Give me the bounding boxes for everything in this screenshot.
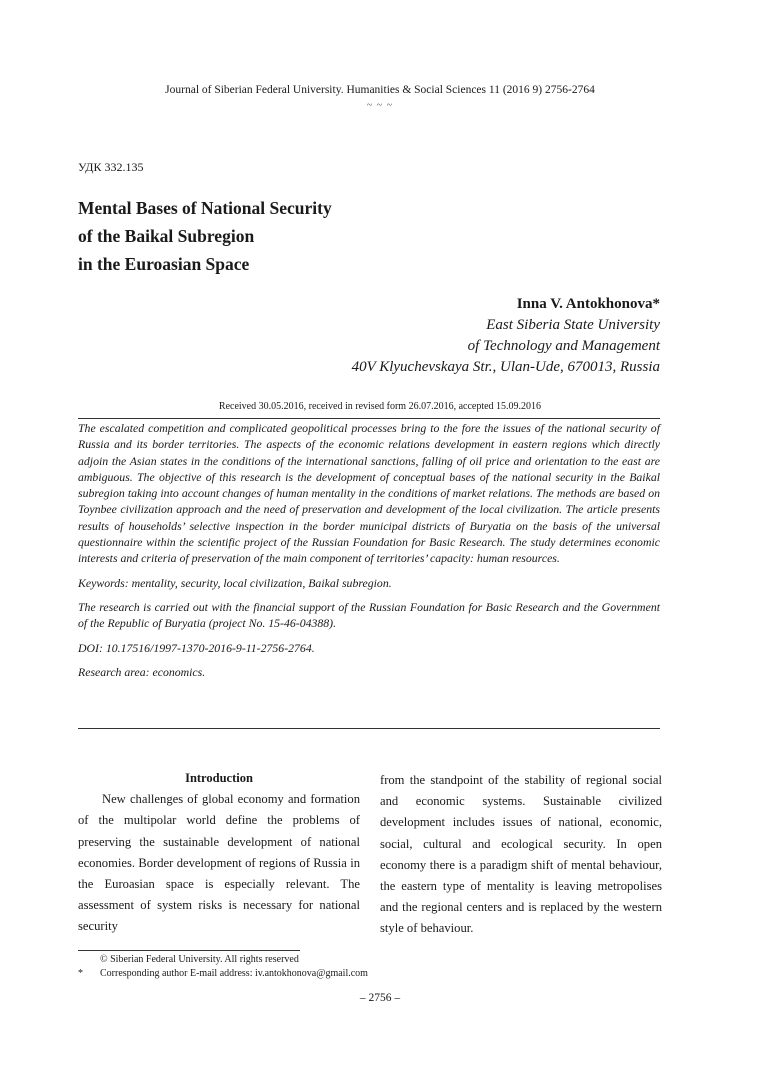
received-dates: Received 30.05.2016, received in revised form 26.07.2016, accepted 15.09.2016 (218, 401, 542, 412)
title-line: Mental Bases of National Security (78, 198, 332, 218)
title-line: in the Euroasian Space (78, 254, 250, 274)
title-line: of the Baikal Subregion (78, 226, 255, 246)
affiliation-line: 40V Klyuchevskaya Str., Ulan-Ude, 670013, Russia (351, 359, 660, 375)
footnote-rule (78, 950, 300, 951)
keywords: Keywords: mentality, security, local civilization, Baikal subregion. (78, 575, 392, 590)
abstract-text: The escalated competition and complicated geopolitical processes bring to the fore the issues of the national security of Russia and its border territories. The aspects of the economic relations development in eastern regions which directly adjoin the Asian states in the conditions of the international sanctions, falling of oil price and orientation to the east are ambiguous. The objective of this research is the development of conceptual bases of the national security in the Baikal subregion taking into account changes of human mentality in the conditions of market relations. The methods are based on Toynbee civilization approach and the need of preservation and development of the local civilization. The article presents results of households’ selective inspection in the border municipal districts of Buryatia on the basis of the universal questionnaire within the scientific project of the Russian Foundation for Basic Research. The study determines economic interests and criteria of preservation of the main component of territories’ capacity: human resources. (78, 421, 660, 566)
author-name: Inna V. Antokhonova* (516, 296, 660, 312)
footnote-copyright (78, 953, 368, 967)
corresponding-text: Corresponding author E-mail address: iv.antokhonova@gmail.com (100, 968, 368, 979)
author-block (352, 294, 660, 378)
section-heading: Introduction (185, 771, 253, 785)
body-paragraph: New challenges of global economy and formation of the multipolar world define the problems of preserving the sustainable development of national economies. Border development of regions of Russia in the Euroasian space is especially relevant. The assessment of system risks is necessary for national security (78, 792, 360, 934)
body-column-right (380, 770, 662, 940)
abstract-top-rule (78, 418, 660, 419)
affiliation-line: of Technology and Management (467, 338, 660, 354)
page-number: – 2756 – (359, 992, 401, 1004)
paper-title (78, 194, 332, 278)
udk-code: УДК 332.135 (78, 160, 144, 174)
body-paragraph: from the standpoint of the stability of regional social and economic systems. Sustainable civilized development includes issues of national, economic, social, cultural and ecological security. In open economy there is a paradigm shift of mental behaviour, the eastern type of mentality is leaving metropolises and the regional centers and is replaced by the western style of behaviour. (380, 773, 662, 936)
footnote-corresponding (78, 967, 368, 981)
copyright-text: © Siberian Federal University. All rights reserved (100, 954, 299, 965)
affiliation-line: East Siberia State University (486, 317, 660, 333)
funding-note: The research is carried out with the financial support of the Russian Foundation for Basic Research and the Government of the Republic of Buryatia (project No. 15-46-04388). (78, 599, 660, 631)
doi: DOI: 10.17516/1997-1370-2016-9-11-2756-2764. (78, 640, 315, 655)
body-column-left (78, 768, 360, 938)
abstract-block (78, 420, 660, 688)
header-ornament: ~ ~ ~ (366, 100, 394, 111)
research-area: Research area: economics. (78, 664, 206, 679)
footnotes (78, 953, 368, 981)
footnote-mark: * (78, 968, 83, 979)
journal-header: Journal of Siberian Federal University. Humanities & Social Sciences 11 (2016 9) 2756-2764 (165, 84, 595, 96)
abstract-bottom-rule (78, 728, 660, 729)
